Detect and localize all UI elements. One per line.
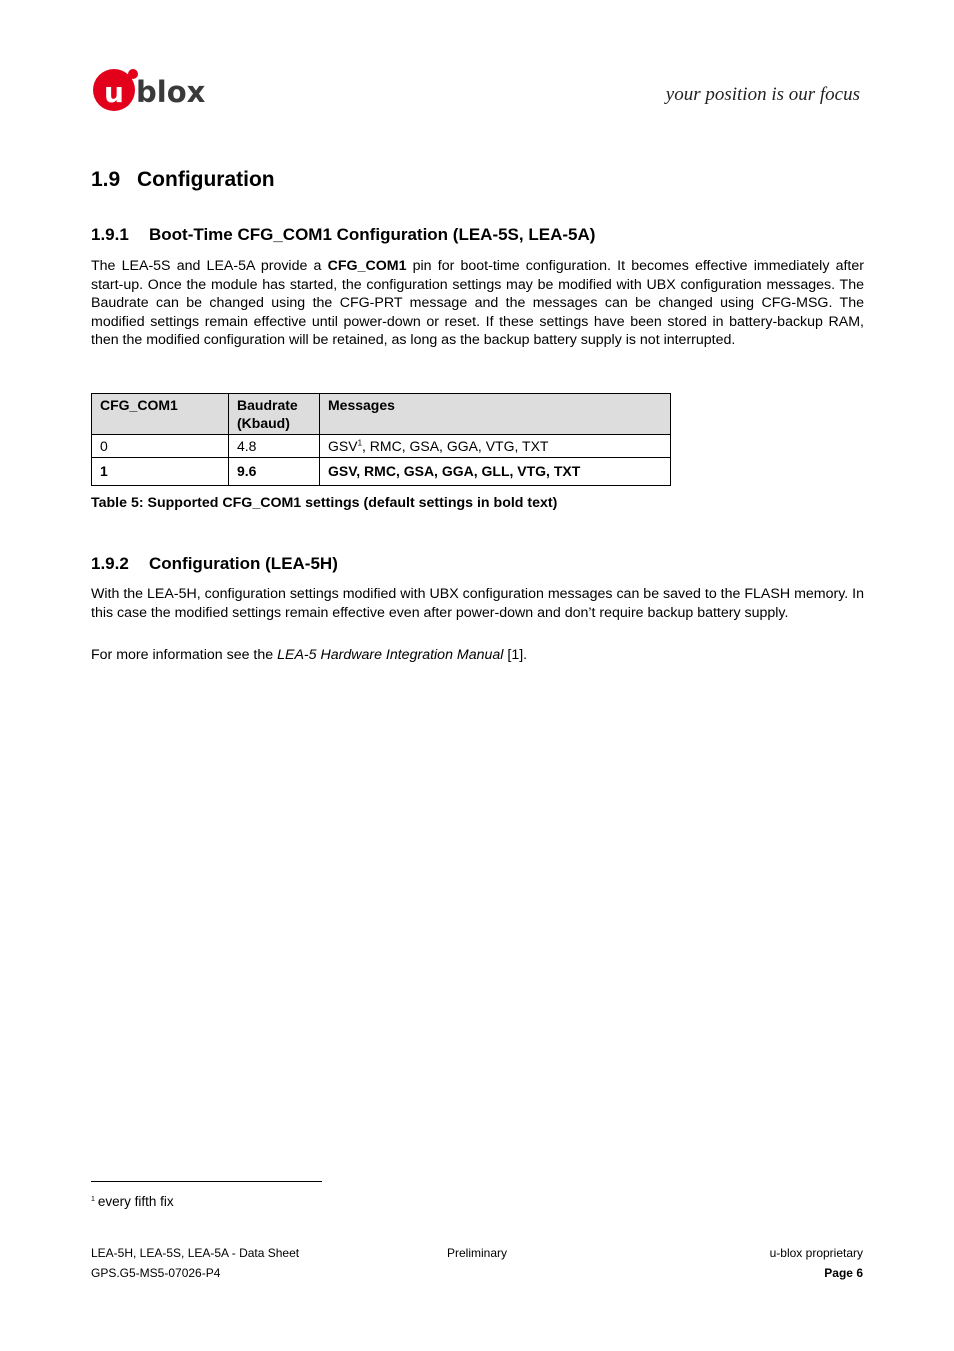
subsection-heading-1 (91, 225, 595, 245)
table-header-cell: Messages (320, 394, 671, 435)
table-cell: 9.6 (229, 458, 320, 486)
footer-proprietary: u-blox proprietary (769, 1246, 863, 1260)
subsection-number: 1.9.2 (91, 554, 129, 573)
ublox-logo (92, 66, 217, 116)
subsection-number: 1.9.1 (91, 225, 129, 244)
footer-page-number: Page 6 (824, 1266, 863, 1280)
subsection-heading-2 (91, 554, 338, 574)
footnote-text: every fifth fix (97, 1194, 174, 1209)
paragraph-cfg-com1 (91, 257, 864, 350)
footer-doc-title: LEA-5H, LEA-5S, LEA-5A - Data Sheet (91, 1246, 300, 1260)
subsection-title: Configuration (LEA-5H) (149, 554, 338, 573)
para-text: The LEA-5S and LEA-5A provide a (91, 258, 322, 274)
table-row (92, 458, 671, 486)
footnote-divider (91, 1181, 322, 1182)
svg-text:blox: blox (136, 75, 206, 109)
footer-doc-number: GPS.G5-MS5-07026-P4 (91, 1266, 221, 1280)
table-header-cell: Baudrate (Kbaud) (229, 394, 320, 435)
footnote-marker: 1 (91, 1195, 95, 1203)
footnote-ref: 1 (357, 438, 363, 448)
para-text: For more information see the (91, 647, 278, 663)
para-text: [1]. (503, 647, 528, 663)
svg-text:u: u (104, 76, 124, 109)
para-bold-term: CFG_COM1 (327, 258, 407, 274)
tagline: your position is our focus (665, 84, 860, 105)
table-cell: 1 (92, 458, 229, 486)
table-cell: GSV, RMC, GSA, GGA, GLL, VTG, TXT (320, 458, 671, 486)
section-heading (91, 168, 275, 192)
section-title: Configuration (137, 168, 275, 191)
logo-mark-icon (92, 66, 217, 116)
table-header-cell: CFG_COM1 (92, 394, 229, 435)
cfg-com1-table (91, 393, 671, 486)
cell-text: , RMC, GSA, GGA, VTG, TXT (362, 438, 549, 454)
table-row (92, 435, 671, 458)
table-header-row (92, 394, 671, 435)
paragraph-more-info (91, 646, 864, 665)
table-cell: 4.8 (229, 435, 320, 458)
footer-status: Preliminary (447, 1246, 508, 1260)
cell-text: GSV (328, 438, 358, 454)
manual-reference: LEA-5 Hardware Integration Manual (277, 647, 504, 663)
table-cell (320, 435, 671, 458)
table-caption: Table 5: Supported CFG_COM1 settings (default settings in bold text) (91, 495, 558, 511)
para-text: pin for boot-time configuration. It becomes effective immediately after start-up. Once the module has started, the configuration settings may be modified with UBX configuration messages. The Baudrate can be changed using the CFG-PRT message and the messages can be changed using CFG-MSG. The modified settings remain effective until power-down or reset. If these settings have been stored in battery-backup RAM, then the modified configuration will be retained, as long as the backup battery supply is not interrupted. (91, 258, 864, 349)
subsection-title: Boot-Time CFG_COM1 Configuration (LEA-5S, LEA-5A) (149, 225, 596, 244)
table-cell: 0 (92, 435, 229, 458)
paragraph-lea5h: With the LEA-5H, configuration settings modified with UBX configuration messages can be saved to the FLASH memory. In this case the modified settings remain effective even after power-down and don’t require backup battery supply. (91, 586, 864, 621)
section-number: 1.9 (91, 168, 121, 191)
footnote (91, 1194, 174, 1209)
